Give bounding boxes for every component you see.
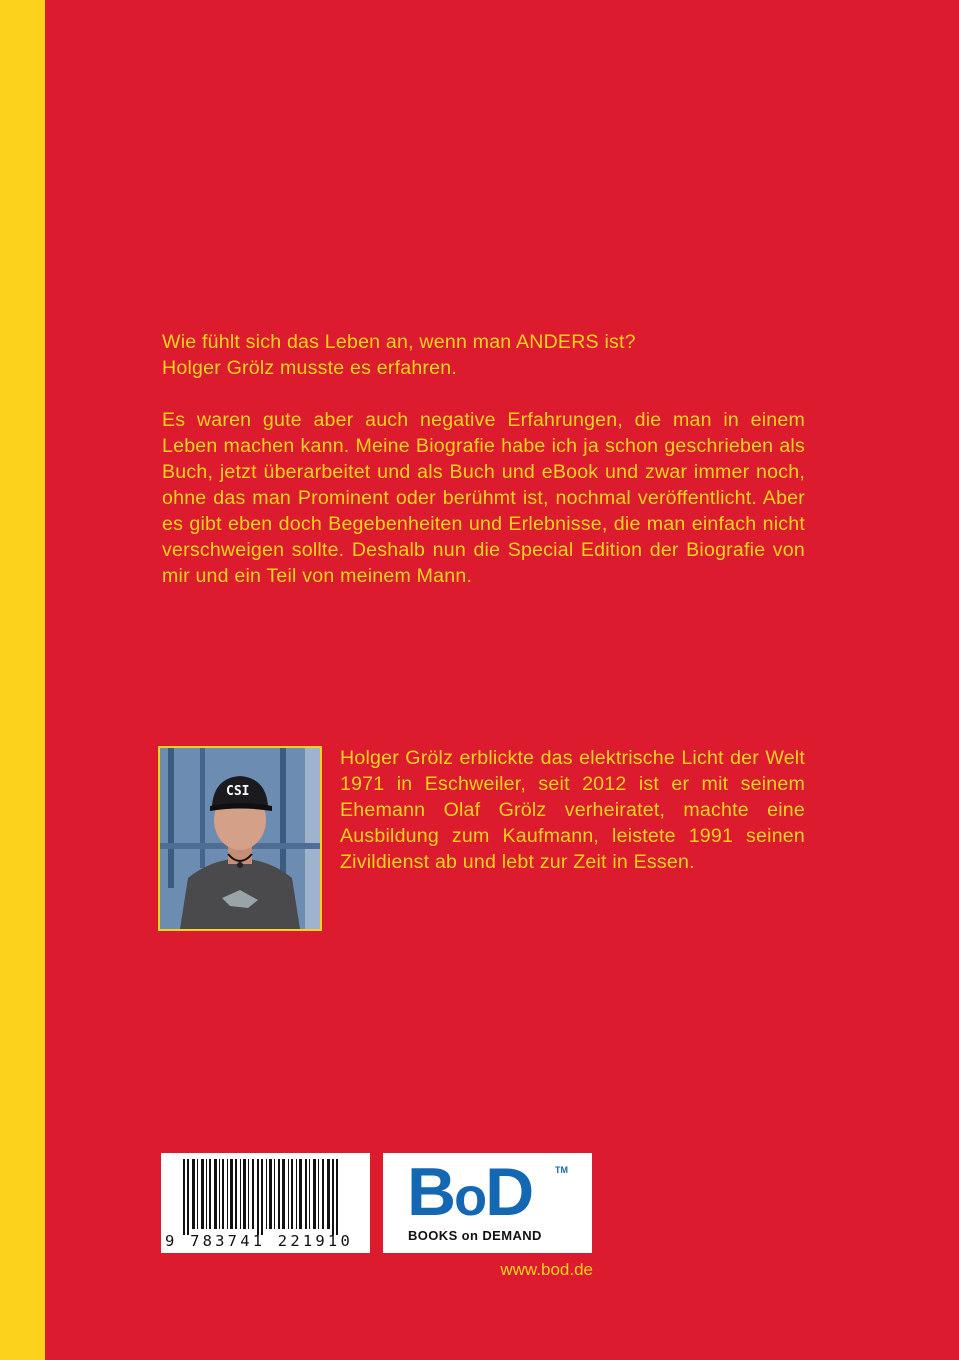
isbn-barcode bbox=[161, 1153, 370, 1253]
blurb-paragraph: Es waren gute aber auch negative Erfahrungen, die man in einem Leben machen kann. Meine Biografie habe ich ja schon geschrieben als Buch, jetzt überarbeitet und als Buch und eBook und zwar immer noch, ohne das man Prominent oder berühmt ist, nochmal veröffentlicht. Aber es gibt eben doch Begebenheiten und Erlebnisse, die man einfach nicht verschweigen sollte. Deshalb nun die Special Edition der Biografie von mir und ein Teil von meinem Mann. bbox=[162, 409, 805, 587]
intro-block bbox=[162, 329, 807, 381]
publisher-logo bbox=[383, 1153, 592, 1253]
bod-letter-d: D bbox=[485, 1154, 533, 1230]
bod-letter-b: B bbox=[407, 1154, 455, 1230]
cap-logo-text: CSI bbox=[226, 784, 250, 799]
author-bio: Holger Grölz erblickte das elektrische Licht der Welt 1971 in Eschweiler, seit 2012 ist er mit seinem Ehemann Olaf Grölz verheiratet, machte eine Ausbildung zum Kaufmann, leistete 1991 seinen Zivildienst ab und lebt zur Zeit in Essen. bbox=[340, 747, 805, 873]
spine-stripe bbox=[0, 0, 45, 1360]
isbn-digits: 9 783741 221910 bbox=[165, 1232, 353, 1250]
publisher-url[interactable]: www.bod.de bbox=[500, 1260, 593, 1279]
bod-wordmark bbox=[407, 1154, 533, 1232]
bod-letter-o: o bbox=[454, 1167, 486, 1227]
publisher-tagline: BOOKS on DEMAND bbox=[408, 1228, 542, 1243]
intro-subline: Holger Grölz musste es erfahren. bbox=[162, 357, 457, 379]
author-portrait-drawing bbox=[160, 748, 320, 929]
author-photo bbox=[158, 746, 322, 931]
intro-question: Wie fühlt sich das Leben an, wenn man ANDERS ist? bbox=[162, 331, 636, 353]
trademark-mark: TM bbox=[555, 1165, 568, 1175]
barcode-bars bbox=[169, 1159, 361, 1235]
